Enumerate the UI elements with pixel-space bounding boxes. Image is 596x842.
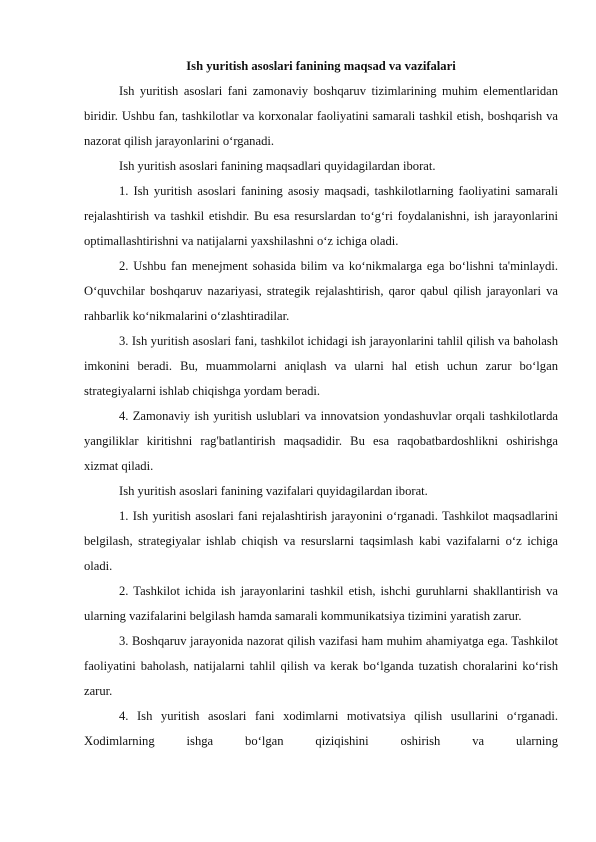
paragraph-tasks-heading: Ish yuritish asoslari fanining vazifalari quyidagilardan iborat. bbox=[119, 484, 428, 498]
paragraph-goals-heading: Ish yuritish asoslari fanining maqsadlari quyidagilardan iborat. bbox=[119, 159, 436, 173]
paragraph-goal-2: 2. Ushbu fan menejment sohasida bilim va ko‘nikmalarga ega bo‘lishni ta'minlaydi. O‘quvchilar boshqaruv nazariyasi, strategik rejalashtirish, qaror qabul qilish jarayonlari va rahbarlik ko‘nikmalarini o‘zlashtiradilar. bbox=[84, 259, 558, 323]
paragraph-goal-3: 3. Ish yuritish asoslari fani, tashkilot ichidagi ish jarayonlarini tahlil qilish va baholash imkonini beradi. Bu, muammolarni aniqlash va ularni hal etish uchun zarur bo‘lgan strategiyalarni ishlab chiqishga yordam beradi. bbox=[84, 334, 558, 398]
paragraph-task-1: 1. Ish yuritish asoslari fani rejalashtirish jarayonini o‘rganadi. Tashkilot maqsadlarini belgilash, strategiyalar ishlab chiqish va resurslarni taqsimlash kabi vazifalarni o‘z ichiga oladi. bbox=[84, 509, 558, 573]
paragraph-intro: Ish yuritish asoslari fani zamonaviy boshqaruv tizimlarining muhim elementlaridan biridir. Ushbu fan, tashkilotlar va korxonalar faoliyatini samarali tashkil etish, boshqarish va nazorat qilish jarayonlarini o‘rganadi. bbox=[84, 84, 558, 148]
paragraph-goal-1: 1. Ish yuritish asoslari fanining asosiy maqsadi, tashkilotlarning faoliyatini samarali rejalashtirish va tashkil etishdir. Bu esa resurslardan to‘g‘ri foydalanishni, ish jarayonlarini optimallashtirishni va natijalarni yaxshilashni o‘z ichiga oladi. bbox=[84, 184, 558, 248]
document-page bbox=[84, 54, 558, 754]
paragraph-task-3: 3. Boshqaruv jarayonida nazorat qilish vazifasi ham muhim ahamiyatga ega. Tashkilot faoliyatini baholash, natijalarni tahlil qilish va kerak bo‘lganda tuzatish choralarini ko‘rish zarur. bbox=[84, 634, 558, 698]
paragraph-task-2: 2. Tashkilot ichida ish jarayonlarini tashkil etish, ishchi guruhlarni shakllantirish va ularning vazifalarini belgilash hamda samarali kommunikatsiya tizimini yaratish zarur. bbox=[84, 584, 558, 623]
paragraph-goal-4: 4. Zamonaviy ish yuritish uslublari va innovatsion yondashuvlar orqali tashkilotlarda yangiliklar kiritishni rag'batlantirish maqsadidir. Bu esa raqobatbardoshlikni oshirishga xizmat qiladi. bbox=[84, 409, 558, 473]
document-title: Ish yuritish asoslari fanining maqsad va vazifalari bbox=[186, 59, 456, 73]
paragraph-task-4: 4. Ish yuritish asoslari fani xodimlarni motivatsiya qilish usullarini o‘rganadi. Xodimlarning ishga bo‘lgan qiziqishini oshirish va ularning bbox=[84, 709, 558, 748]
